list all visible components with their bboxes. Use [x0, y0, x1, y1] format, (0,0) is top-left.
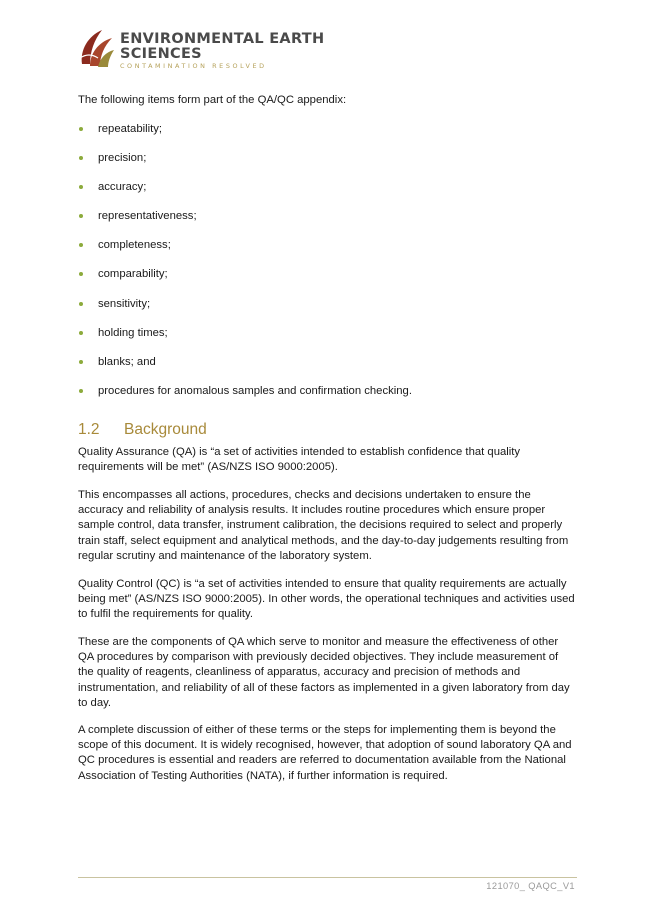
paragraph-qc-definition: Quality Control (QC) is “a set of activities intended to ensure that quality requirements are actually being met” (AS/NZS ISO 9000:2005). In other words, the operational techniques and activities used to fulfil the requirements for quality.: [78, 578, 575, 621]
bullet-icon: [79, 214, 83, 218]
section-heading: [78, 420, 575, 440]
document-reference: 121070_ QAQC_V1: [486, 881, 575, 891]
list-item: [78, 355, 575, 384]
bullet-icon: [79, 127, 83, 131]
list-item: [78, 238, 575, 267]
list-item-text: repeatability;: [98, 123, 163, 135]
bullet-icon: [79, 331, 83, 335]
list-item-text: accuracy;: [98, 181, 147, 194]
list-item: [78, 384, 575, 413]
bullet-icon: [79, 185, 83, 189]
paragraph-qa-components: These are the components of QA which serve to monitor and measure the effectiveness of other QA procedures by comparison with previously decided objectives. They include measurement of the quality of reagents, cleanliness of apparatus, accuracy and precision of methods and instrumentation, and reliability of all of these factors as implemented in a given laboratory from day to day.: [78, 636, 570, 709]
list-item-text: blanks; and: [98, 355, 156, 368]
section-title: Background: [124, 421, 207, 438]
bullet-icon: [79, 389, 83, 393]
list-item: [78, 180, 575, 209]
leaf-swirl-icon: [78, 28, 116, 68]
intro-text: The following items form part of the QA/QC appendix:: [78, 94, 347, 106]
qaqc-items-list: [78, 122, 575, 413]
list-item: [78, 326, 575, 355]
list-item-text: representativeness;: [98, 210, 197, 223]
paragraph-qa-scope: This encompasses all actions, procedures, checks and decisions undertaken to ensure the accuracy and reliability of analysis results. It includes routine procedures which ensure proper sample control, data transfer, instrument calibration, the decisions required to select and properly train staff, select equipment and analytical methods, and the day-to-day judgements resulting from regular scrutiny and maintenance of the laboratory system.: [78, 489, 569, 562]
logo-tagline: CONTAMINATION RESOLVED: [120, 62, 267, 70]
list-item: [78, 122, 575, 151]
footer-divider: [78, 877, 577, 878]
bullet-icon: [79, 302, 83, 306]
paragraph-qa-definition: Quality Assurance (QA) is “a set of activities intended to establish confidence that quality requirements will be met” (AS/NZS ISO 9000:2005).: [78, 446, 521, 474]
paragraph-further-info: A complete discussion of either of these terms or the steps for implementing them is beyond the scope of this document. It is widely recognised, however, that adoption of sound laboratory QA and QC procedures is essential and readers are referred to documentation available from the National Association of Testing Authorities (NATA), if further information is required.: [78, 724, 572, 782]
list-item-text: precision;: [98, 152, 147, 165]
list-item: [78, 151, 575, 180]
list-item: [78, 267, 575, 296]
section-number: 1.2: [78, 421, 100, 438]
list-item-text: procedures for anomalous samples and confirmation checking.: [98, 384, 412, 397]
list-item: [78, 297, 575, 326]
bullet-icon: [79, 243, 83, 247]
list-item-text: completeness;: [98, 239, 171, 252]
bullet-icon: [79, 272, 83, 276]
list-item-text: comparability;: [98, 268, 168, 281]
logo-title: [120, 32, 324, 62]
list-item-text: sensitivity;: [98, 297, 151, 310]
list-item-text: holding times;: [98, 326, 168, 339]
logo-title-line2: SCIENCES: [120, 46, 202, 62]
list-item: [78, 209, 575, 238]
bullet-icon: [79, 156, 83, 160]
bullet-icon: [79, 360, 83, 364]
logo-title-line1: ENVIRONMENTAL EARTH: [120, 31, 325, 47]
